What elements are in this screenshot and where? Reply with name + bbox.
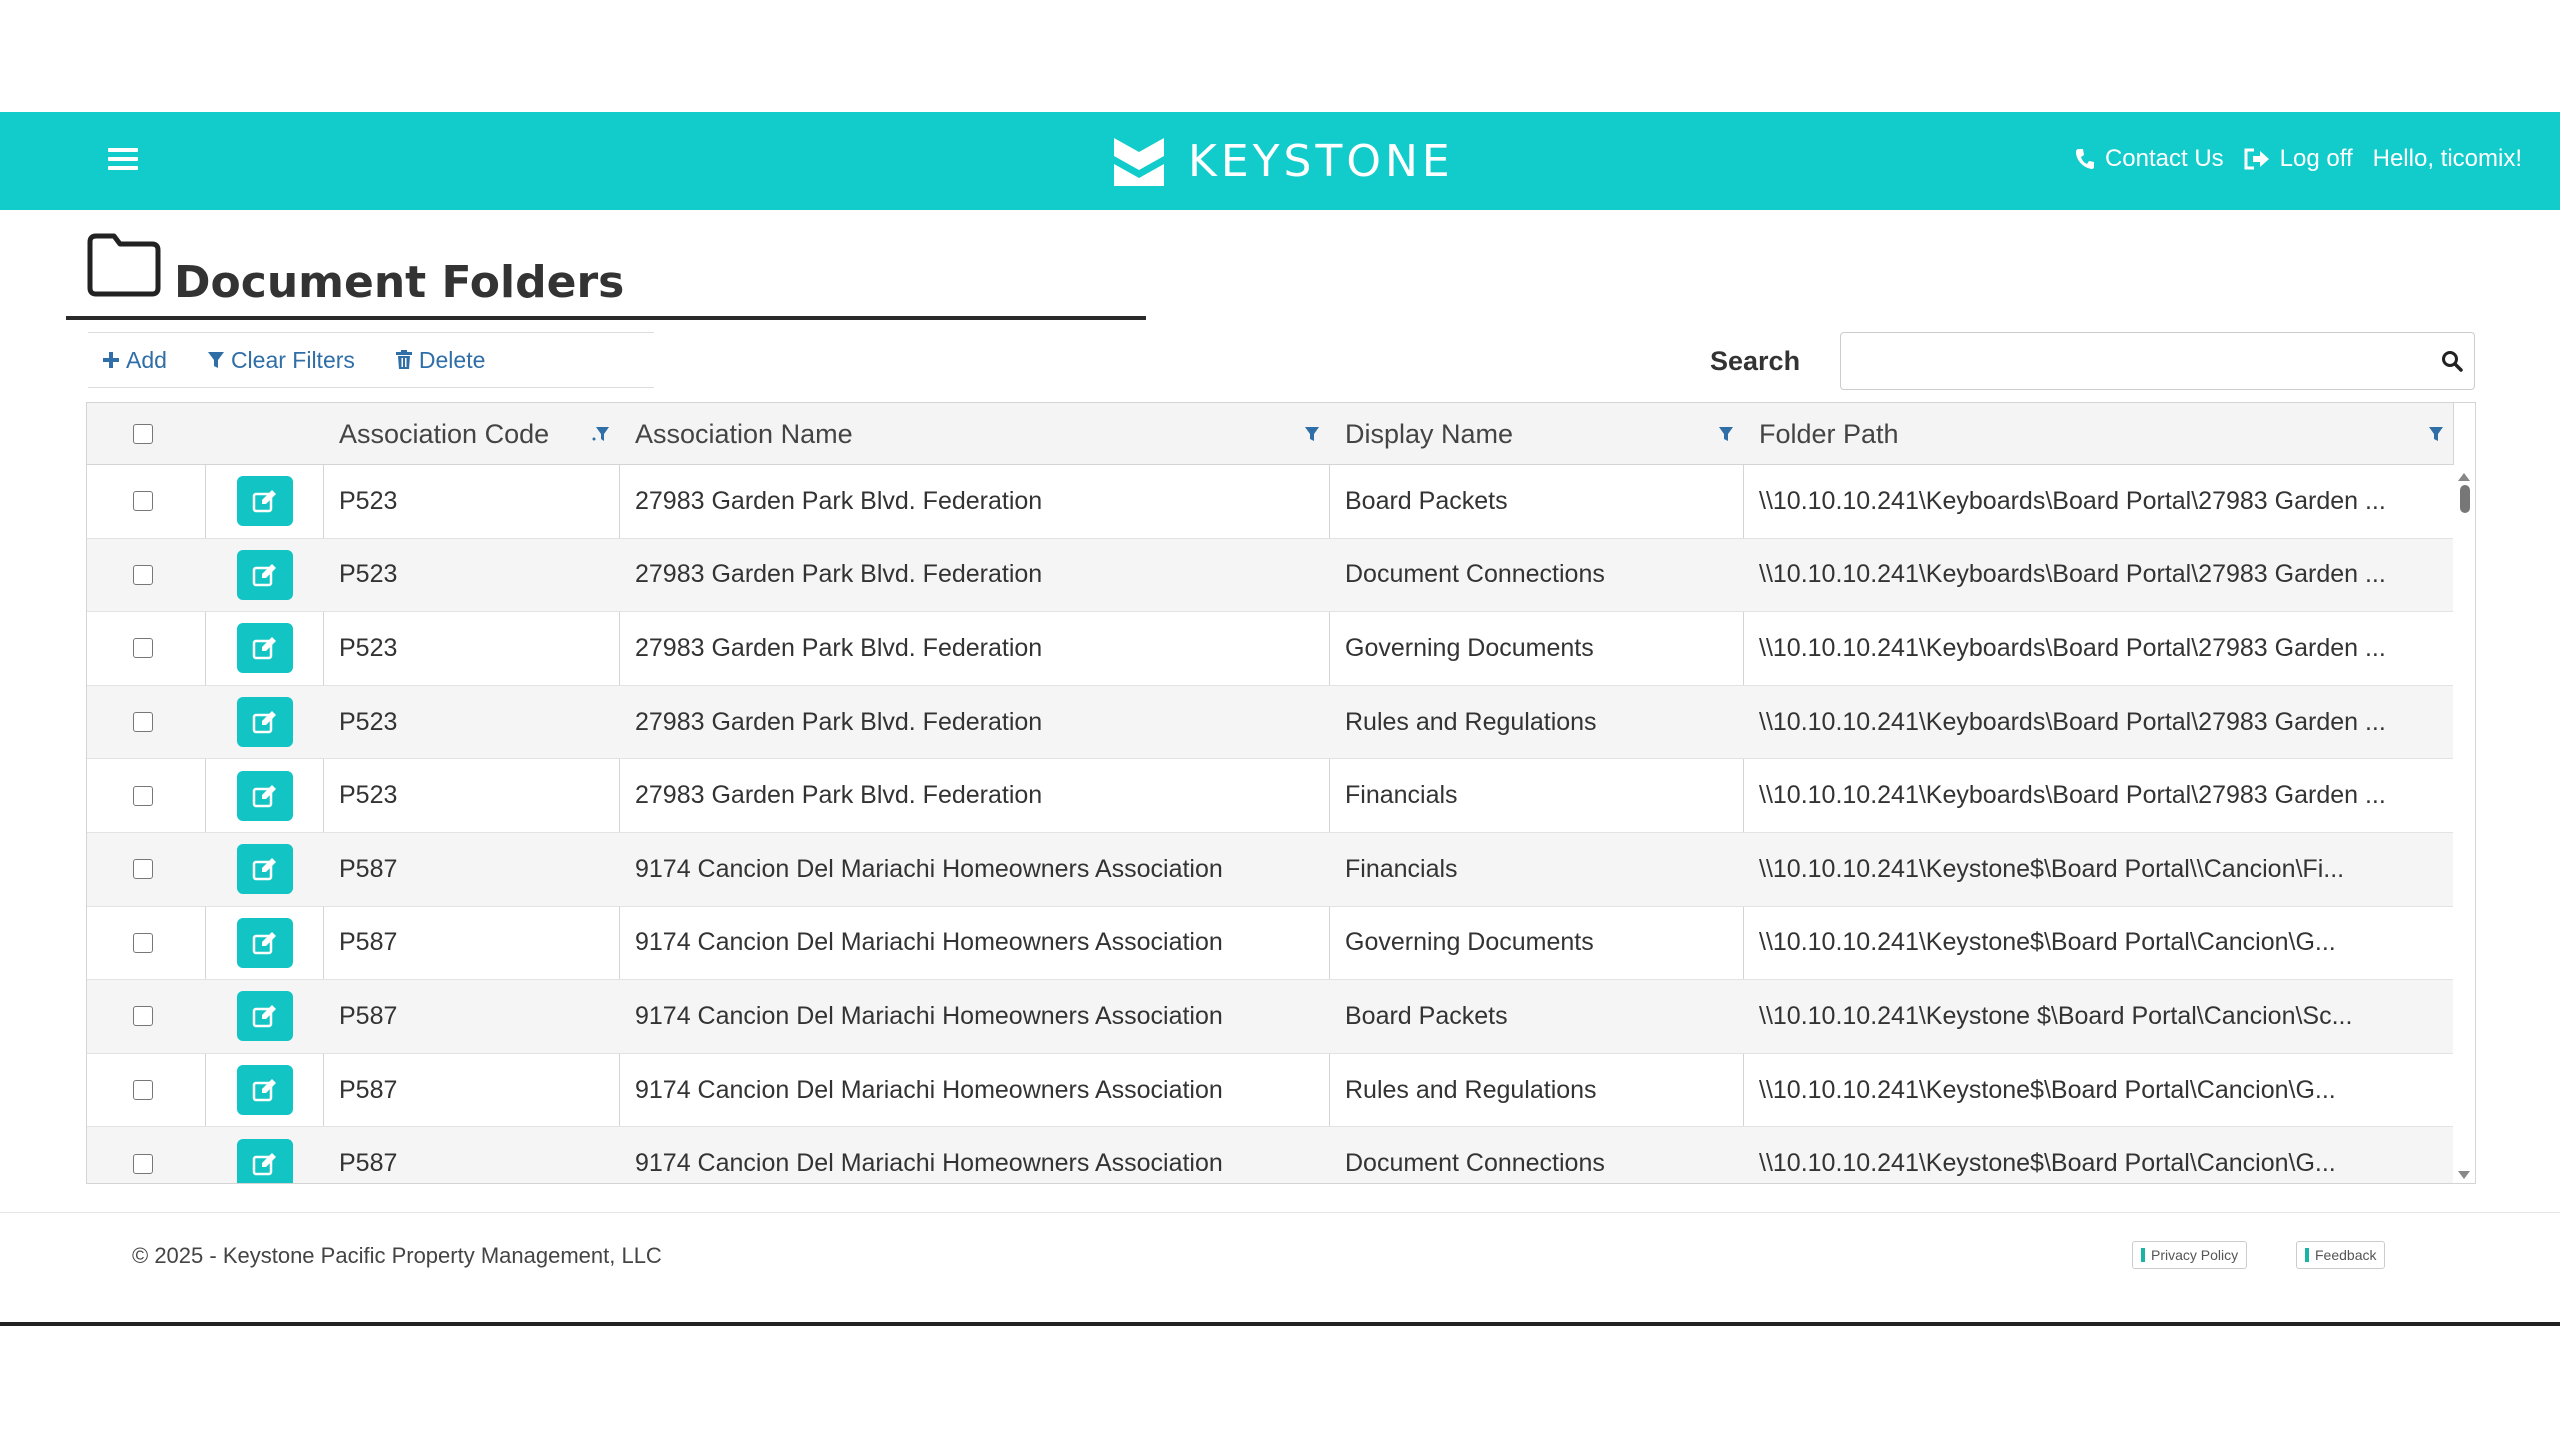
- grid-header: [87, 403, 2453, 465]
- folder-path-cell: \\10.10.10.241\Keyboards\Board Portal\27983 Garden ...: [1759, 560, 2386, 589]
- folder-path-cell: \\10.10.10.241\Keyboards\Board Portal\27983 Garden ...: [1759, 486, 2386, 515]
- edit-button[interactable]: [237, 623, 293, 673]
- row-checkbox[interactable]: [133, 712, 153, 732]
- phone-icon: [2075, 148, 2095, 170]
- association-code-cell: P587: [339, 1149, 398, 1178]
- column-header-association-name[interactable]: [619, 403, 1329, 465]
- row-checkbox[interactable]: [133, 1006, 153, 1026]
- edit-button[interactable]: [237, 918, 293, 968]
- association-name-cell: 9174 Cancion Del Mariachi Homeowners Association: [635, 928, 1223, 957]
- brand-logo[interactable]: [1112, 134, 1454, 188]
- edit-icon: [252, 563, 278, 587]
- association-code-cell: P587: [339, 1075, 398, 1104]
- row-checkbox[interactable]: [133, 859, 153, 879]
- edit-cell: [237, 612, 293, 685]
- row-checkbox[interactable]: [133, 933, 153, 953]
- edit-button[interactable]: [237, 550, 293, 600]
- association-code-cell: P523: [339, 633, 398, 662]
- edit-icon: [252, 784, 278, 808]
- row-select-cell: [117, 833, 153, 906]
- association-name-cell: 27983 Garden Park Blvd. Federation: [635, 781, 1043, 810]
- folder-path-cell: \\10.10.10.241\Keystone $\Board Portal\Cancion\Sc...: [1759, 1001, 2353, 1030]
- edit-cell: [237, 1054, 293, 1127]
- association-name-cell: 9174 Cancion Del Mariachi Homeowners Association: [635, 1001, 1223, 1030]
- sign-out-icon: [2244, 148, 2270, 170]
- association-code-cell: P587: [339, 854, 398, 883]
- copyright-text: © 2025 - Keystone Pacific Property Management, LLC: [132, 1243, 662, 1268]
- row-select-cell: [117, 612, 153, 685]
- edit-icon: [252, 1004, 278, 1028]
- clear-filters-button[interactable]: [207, 347, 355, 374]
- row-checkbox[interactable]: [133, 638, 153, 658]
- row-checkbox[interactable]: [133, 1080, 153, 1100]
- filter-icon: [207, 350, 225, 370]
- column-header-label: Association Name: [635, 418, 853, 449]
- grid-toolbar: [88, 332, 654, 388]
- delete-label: Delete: [418, 346, 486, 373]
- association-name-cell: 27983 Garden Park Blvd. Federation: [635, 633, 1043, 662]
- delete-button[interactable]: [395, 347, 485, 374]
- table-row[interactable]: [87, 1127, 2453, 1184]
- association-code-cell: P523: [339, 486, 398, 515]
- document-folders-grid: [86, 402, 2476, 1184]
- edit-button[interactable]: [237, 476, 293, 526]
- display-name-cell: Board Packets: [1345, 486, 1508, 515]
- page-title: Document Folders: [174, 257, 625, 308]
- table-row[interactable]: [87, 465, 2453, 539]
- greeting-label: Hello, ticomix!: [2372, 145, 2522, 172]
- edit-icon: [252, 1152, 278, 1176]
- folder-path-cell: \\10.10.10.241\Keyboards\Board Portal\27983 Garden ...: [1759, 781, 2386, 810]
- table-row[interactable]: [87, 980, 2453, 1054]
- page-footer: [0, 1212, 2560, 1326]
- display-name-cell: Rules and Regulations: [1345, 707, 1597, 736]
- filter-icon[interactable]: [1717, 425, 1735, 443]
- table-row[interactable]: [87, 759, 2453, 833]
- display-name-cell: Financials: [1345, 854, 1458, 883]
- table-row[interactable]: [87, 907, 2453, 981]
- row-checkbox[interactable]: [133, 1154, 153, 1174]
- feedback-label: Feedback: [2315, 1247, 2377, 1263]
- folder-path-cell: \\10.10.10.241\Keystone$\Board Portal\\Cancion\Fi...: [1759, 854, 2345, 883]
- edit-cell: [237, 539, 293, 612]
- privacy-policy-label: Privacy Policy: [2151, 1247, 2239, 1263]
- grid-body: [87, 465, 2453, 1184]
- association-code-cell: P523: [339, 781, 398, 810]
- association-code-cell: P523: [339, 707, 398, 736]
- log-off-link[interactable]: [2244, 145, 2353, 173]
- contact-us-link[interactable]: [2075, 145, 2224, 173]
- page-header: [66, 232, 1146, 320]
- edit-button[interactable]: [237, 991, 293, 1041]
- row-checkbox[interactable]: [133, 491, 153, 511]
- filter-active-icon[interactable]: [592, 425, 610, 443]
- edit-icon: [252, 857, 278, 881]
- row-select-cell: [117, 980, 153, 1053]
- edit-button[interactable]: [237, 697, 293, 747]
- row-select-cell: [117, 539, 153, 612]
- table-row[interactable]: [87, 833, 2453, 907]
- column-header-association-code[interactable]: [323, 403, 619, 465]
- folder-path-cell: \\10.10.10.241\Keystone$\Board Portal\Cancion\G...: [1759, 1075, 2336, 1104]
- log-off-label: Log off: [2279, 145, 2353, 172]
- association-code-cell: P523: [339, 560, 398, 589]
- user-nav: [2055, 145, 2522, 173]
- search-icon: [2441, 350, 2463, 372]
- table-row[interactable]: [87, 612, 2453, 686]
- column-header-display-name[interactable]: [1329, 403, 1743, 465]
- edit-cell: [237, 1127, 293, 1184]
- top-navbar: [0, 112, 2560, 210]
- row-checkbox[interactable]: [133, 565, 153, 585]
- filter-icon[interactable]: [1303, 425, 1321, 443]
- column-header-label: Folder Path: [1759, 418, 1899, 449]
- folder-path-cell: \\10.10.10.241\Keyboards\Board Portal\27983 Garden ...: [1759, 707, 2386, 736]
- row-select-cell: [117, 465, 153, 538]
- search-input[interactable]: [1840, 332, 2430, 390]
- edit-button[interactable]: [237, 1139, 293, 1184]
- table-row[interactable]: [87, 539, 2453, 613]
- display-name-cell: Document Connections: [1345, 560, 1605, 589]
- brand-name: KEYSTONE: [1188, 135, 1454, 187]
- association-name-cell: 27983 Garden Park Blvd. Federation: [635, 560, 1043, 589]
- edit-cell: [237, 907, 293, 980]
- row-checkbox[interactable]: [133, 786, 153, 806]
- bookmark-icon: [2305, 1248, 2309, 1262]
- folder-icon: [86, 232, 162, 298]
- keystone-logo-icon: [1112, 134, 1166, 188]
- edit-cell: [237, 833, 293, 906]
- association-name-cell: 27983 Garden Park Blvd. Federation: [635, 707, 1043, 736]
- select-all-cell: [117, 403, 153, 465]
- display-name-cell: Governing Documents: [1345, 928, 1594, 957]
- association-name-cell: 27983 Garden Park Blvd. Federation: [635, 486, 1043, 515]
- display-name-cell: Governing Documents: [1345, 633, 1594, 662]
- display-name-cell: Document Connections: [1345, 1149, 1605, 1178]
- edit-button[interactable]: [237, 844, 293, 894]
- display-name-cell: Rules and Regulations: [1345, 1075, 1597, 1104]
- edit-button[interactable]: [237, 1065, 293, 1115]
- add-button[interactable]: [102, 347, 167, 374]
- trash-icon: [395, 350, 413, 370]
- edit-cell: [237, 465, 293, 538]
- association-name-cell: 9174 Cancion Del Mariachi Homeowners Association: [635, 854, 1223, 883]
- edit-cell: [237, 759, 293, 832]
- edit-icon: [252, 931, 278, 955]
- row-select-cell: [117, 1054, 153, 1127]
- user-greeting[interactable]: [2373, 145, 2522, 173]
- search-button[interactable]: [2429, 332, 2475, 390]
- association-name-cell: 9174 Cancion Del Mariachi Homeowners Association: [635, 1075, 1223, 1104]
- edit-button[interactable]: [237, 771, 293, 821]
- edit-icon: [252, 710, 278, 734]
- contact-us-label: Contact Us: [2104, 145, 2224, 172]
- column-header-label: Association Code: [339, 418, 550, 449]
- clear-filters-label: Clear Filters: [230, 346, 355, 373]
- scrollbar-thumb[interactable]: [2460, 485, 2470, 513]
- scroll-down-arrow-icon[interactable]: [2458, 1171, 2470, 1179]
- column-header-label: Display Name: [1345, 418, 1514, 449]
- menu-icon[interactable]: [108, 148, 138, 174]
- association-code-cell: P587: [339, 928, 398, 957]
- row-select-cell: [117, 1127, 153, 1184]
- edit-icon: [252, 1078, 278, 1102]
- add-label: Add: [126, 346, 167, 373]
- row-select-cell: [117, 907, 153, 980]
- bookmark-icon: [2141, 1248, 2145, 1262]
- folder-path-cell: \\10.10.10.241\Keystone$\Board Portal\Cancion\G...: [1759, 928, 2336, 957]
- feedback-link[interactable]: [2296, 1241, 2385, 1269]
- vertical-scrollbar[interactable]: [2453, 465, 2475, 1183]
- search-label: Search: [1710, 346, 1801, 376]
- folder-path-cell: \\10.10.10.241\Keystone$\Board Portal\Cancion\G...: [1759, 1149, 2336, 1178]
- folder-path-cell: \\10.10.10.241\Keyboards\Board Portal\27983 Garden ...: [1759, 633, 2386, 662]
- row-select-cell: [117, 686, 153, 759]
- filter-icon[interactable]: [2427, 425, 2445, 443]
- edit-cell: [237, 980, 293, 1053]
- display-name-cell: Board Packets: [1345, 1001, 1508, 1030]
- select-all-checkbox[interactable]: [133, 424, 153, 444]
- table-row[interactable]: [87, 1054, 2453, 1128]
- edit-cell: [237, 686, 293, 759]
- association-name-cell: 9174 Cancion Del Mariachi Homeowners Association: [635, 1149, 1223, 1178]
- edit-icon: [252, 489, 278, 513]
- display-name-cell: Financials: [1345, 781, 1458, 810]
- row-select-cell: [117, 759, 153, 832]
- association-code-cell: P587: [339, 1001, 398, 1030]
- privacy-policy-link[interactable]: [2132, 1241, 2247, 1269]
- plus-icon: [102, 351, 120, 369]
- column-header-folder-path[interactable]: [1743, 403, 2453, 465]
- scroll-up-arrow-icon[interactable]: [2458, 473, 2470, 481]
- edit-icon: [252, 636, 278, 660]
- table-row[interactable]: [87, 686, 2453, 760]
